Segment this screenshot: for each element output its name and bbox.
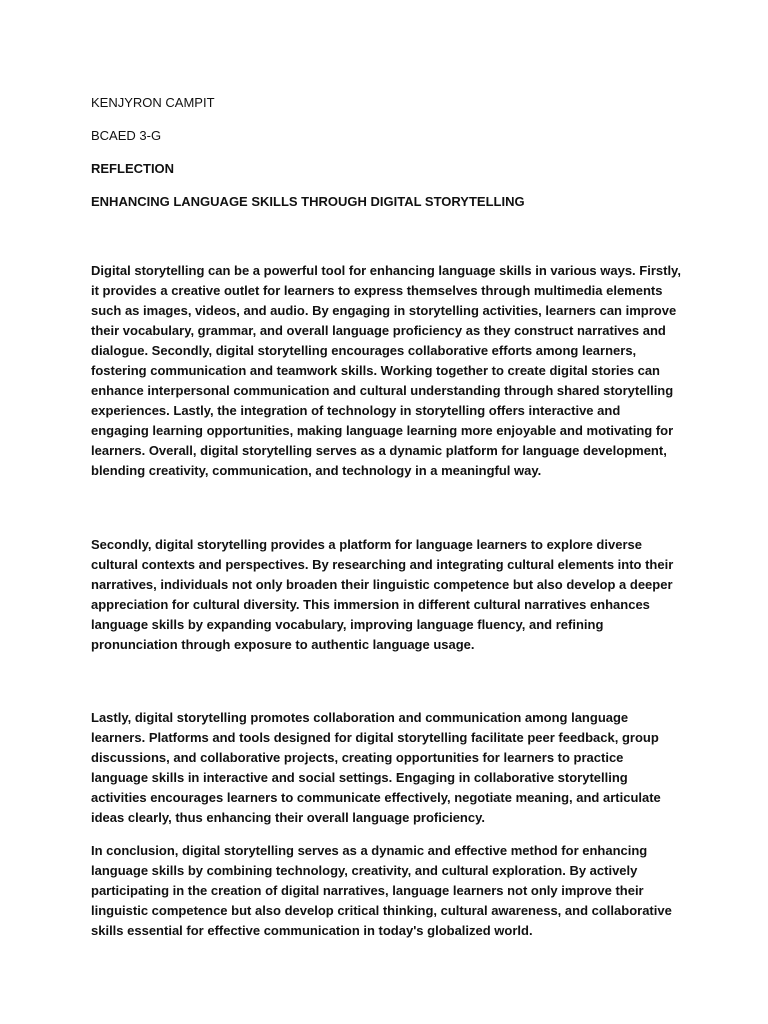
document-heading: REFLECTION <box>91 161 175 176</box>
author-name: KENJYRON CAMPIT <box>91 95 215 110</box>
class-section: BCAED 3-G <box>91 128 162 143</box>
document-body <box>91 93 681 941</box>
paragraph-collaboration: Lastly, digital storytelling promotes collaboration and communication among language learners. Platforms and tools designed for digital storytelling facilitate peer feedback, group discussions, and collaborative projects, creating opportunities for learners to practice language skills in interactive and social settings. Engaging in collaborative storytelling activities encourages learners to communicate effectively, negotiate meaning, and articulate ideas clearly, thus enhancing their overall language proficiency. <box>91 710 661 825</box>
document-title: ENHANCING LANGUAGE SKILLS THROUGH DIGITAL STORYTELLING <box>91 194 525 209</box>
paragraph-cultural: Secondly, digital storytelling provides a platform for language learners to explore diverse cultural contexts and perspectives. By researching and integrating cultural elements into their narratives, individuals not only broaden their linguistic competence but also develop a deeper appreciation for cultural diversity. This immersion in different cultural narratives enhances language skills by expanding vocabulary, improving language fluency, and refining pronunciation through exposure to authentic language usage. <box>91 537 674 652</box>
paragraph-intro: Digital storytelling can be a powerful tool for enhancing language skills in various ways. Firstly, it provides a creative outlet for learners to express themselves through multimedia elements such as images, videos, and audio. By engaging in storytelling activities, learners can improve their vocabulary, grammar, and overall language proficiency as they construct narratives and dialogue. Secondly, digital storytelling encourages collaborative efforts among learners, fostering communication and teamwork skills. Working together to create digital stories can enhance interpersonal communication and cultural understanding through shared storytelling experiences. Lastly, the integration of technology in storytelling offers interactive and engaging learning opportunities, making language learning more enjoyable and motivating for learners. Overall, digital storytelling serves as a dynamic platform for language development, blending creativity, communication, and technology in a meaningful way. <box>91 263 681 478</box>
paragraph-conclusion: In conclusion, digital storytelling serves as a dynamic and effective method for enhancing language skills by combining technology, creativity, and cultural exploration. By actively participating in the creation of digital narratives, language learners not only improve their linguistic competence but also develop critical thinking, cultural awareness, and collaborative skills essential for effective communication in today's globalized world. <box>91 843 672 938</box>
